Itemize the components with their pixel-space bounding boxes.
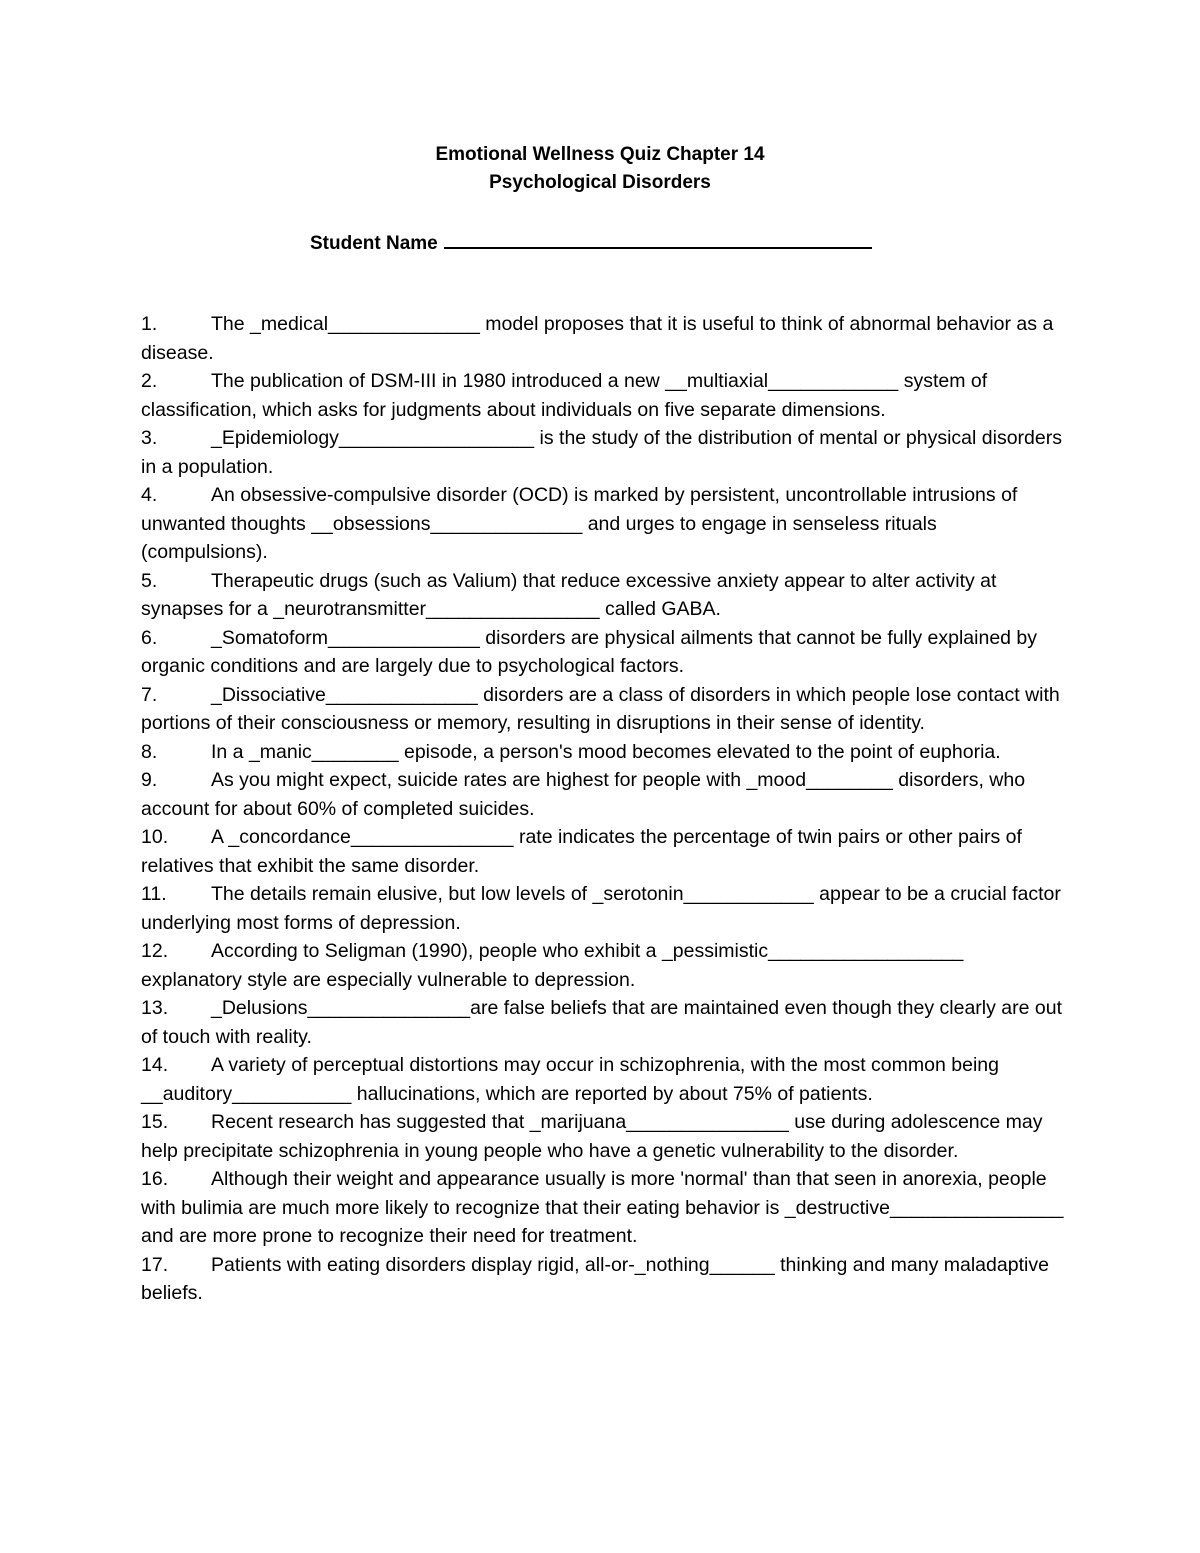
question-text: _Dissociative______________ disorders are a class of disorders in which people lose contact with portions of their consciousness or memory, resulting in disruptions in their sense of identity. — [141, 683, 1060, 734]
question-number: 9. — [141, 769, 158, 791]
question-number: 16. — [141, 1168, 169, 1190]
question-number: 15. — [141, 1111, 169, 1133]
question-item — [141, 1108, 1066, 1165]
question-number: 13. — [141, 997, 169, 1019]
question-item — [141, 1051, 1066, 1108]
question-number: 8. — [141, 740, 158, 763]
question-text: _Epidemiology__________________ is the study of the distribution of mental or physical disorders in a population. — [141, 427, 1062, 478]
question-text: As you might expect, suicide rates are highest for people with _mood________ disorders, who account for about 60% of completed suicides. — [141, 769, 1026, 820]
question-text: An obsessive-compulsive disorder (OCD) is marked by persistent, uncontrollable intrusions of unwanted thoughts __obsessions______________ and urges to engage in senseless rituals (compulsions). — [141, 484, 1018, 563]
question-item — [141, 738, 1066, 767]
question-number: 5. — [141, 569, 158, 592]
question-item — [141, 481, 1066, 567]
question-text: In a _manic________ episode, a person's mood becomes elevated to the point of euphoria. — [211, 740, 1001, 763]
question-item — [141, 424, 1066, 481]
question-number: 11. — [141, 883, 167, 905]
question-number: 10. — [141, 826, 169, 848]
question-item — [141, 681, 1066, 738]
question-number: 17. — [141, 1253, 169, 1276]
question-number: 14. — [141, 1054, 169, 1076]
question-number: 1. — [141, 313, 158, 335]
student-name-row — [310, 227, 872, 258]
question-number: 12. — [141, 940, 169, 962]
question-text: A _concordance_______________ rate indicates the percentage of twin pairs or other pairs of relatives that exhibit the same disorder. — [141, 826, 1022, 877]
question-item — [141, 624, 1066, 681]
question-item — [141, 880, 1066, 937]
question-text: Patients with eating disorders display rigid, all-or-_nothing______ thinking and many maladaptive beliefs. — [141, 1253, 1049, 1304]
question-number: 4. — [141, 484, 158, 506]
question-text: The details remain elusive, but low levels of _serotonin____________ appear to be a crucial factor underlying most forms of depression. — [141, 883, 1061, 934]
question-text: Recent research has suggested that _marijuana_______________ use during adolescence may help precipitate schizophrenia in young people who have a genetic vulnerability to the disorder. — [141, 1111, 1043, 1162]
question-text: The _medical______________ model proposes that it is useful to think of abnormal behavior as a disease. — [141, 313, 1054, 364]
question-item — [141, 994, 1066, 1051]
question-text: _Delusions_______________are false beliefs that are maintained even though they clearly are out of touch with reality. — [141, 997, 1063, 1048]
question-text: Therapeutic drugs (such as Valium) that reduce excessive anxiety appear to alter activity at synapses for a _neurotransmitter________________ called GABA. — [141, 569, 997, 620]
question-item — [141, 567, 1066, 624]
question-text: The publication of DSM-III in 1980 introduced a new __multiaxial____________ system of classification, which asks for judgments about individuals on five separate dimensions. — [141, 370, 988, 421]
question-item — [141, 766, 1066, 823]
question-text: According to Seligman (1990), people who exhibit a _pessimistic__________________ explanatory style are especially vulnerable to depression. — [141, 940, 964, 991]
question-number: 7. — [141, 683, 158, 706]
question-text: Although their weight and appearance usually is more 'normal' than that seen in anorexia, people with bulimia are much more likely to recognize that their eating behavior is _destructive________________ and are more prone to recognize their need for treatment. — [141, 1168, 1064, 1247]
student-name-blank — [444, 227, 872, 249]
question-number: 3. — [141, 427, 158, 449]
question-item — [141, 823, 1066, 880]
question-item — [141, 1165, 1066, 1251]
student-name-label: Student Name — [310, 233, 438, 254]
question-item — [141, 310, 1066, 367]
question-item — [141, 1251, 1066, 1308]
question-number: 6. — [141, 626, 158, 649]
question-item — [141, 937, 1066, 994]
question-item — [141, 367, 1066, 424]
quiz-title: Emotional Wellness Quiz Chapter 14 — [435, 144, 765, 165]
quiz-subtitle: Psychological Disorders — [489, 172, 711, 193]
question-text: A variety of perceptual distortions may occur in schizophrenia, with the most common being __auditory___________ hallucinations, which are reported by about 75% of patients. — [141, 1054, 999, 1105]
question-text: _Somatoform______________ disorders are physical ailments that cannot be fully explained by organic conditions and are largely due to psychological factors. — [141, 626, 1038, 677]
question-number: 2. — [141, 370, 158, 392]
question-list — [141, 310, 1066, 1308]
